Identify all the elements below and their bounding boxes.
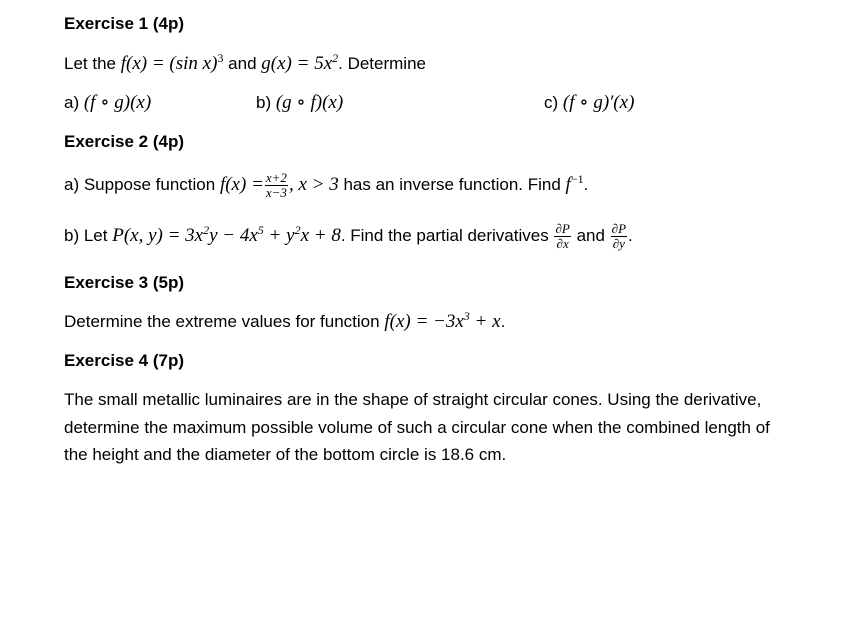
exercise-1-part-c (544, 92, 634, 114)
exercise-4-heading: Exercise 4 (7p) (64, 351, 185, 370)
and-text: and (228, 54, 257, 73)
exercise-1-part-b (256, 92, 343, 114)
fraction-denominator: x−3 (265, 185, 287, 201)
partial-derivatives-text: . Find the partial derivatives (340, 226, 549, 245)
part-b-text: b) Let (64, 226, 108, 245)
and-text: and (576, 226, 605, 245)
part-b-expression: (g ∘ f)(x) (275, 92, 344, 113)
part-b-label: b) (256, 93, 272, 112)
part-a-text: a) Suppose function (64, 175, 216, 194)
fraction-numerator: x+2 (265, 170, 287, 186)
polynomial-P: P(x, $y) = 3x^2y - 4x^5 + y^2x + 8$ (112, 223, 341, 246)
exercise-2-part-b: b) Let P(x, $y) = 3x^2y - 4x^5 + y^2x + 8$. Find the partial derivatives $\frac{\partial P}{\partial x}$ and $\frac{\partial P}{\partial y}$ . (64, 221, 633, 252)
exercise-4-text: The small metallic luminaires are in the shape of straight circular cones. Using the derivative, determine the maximum possible volume of such a circular cone when the combined length of the height and the diameter of the bottom circle is 18.6 cm. (64, 390, 770, 464)
exercise-2-heading: Exercise 2 (4p) (64, 132, 185, 151)
function-f: f(x) = (219, 174, 264, 195)
g-definition: $g(x) = 5x^2$ (261, 51, 339, 74)
exercise-1-heading: Exercise 1 (4p) (64, 14, 185, 33)
exercise-1-part-a (64, 92, 151, 114)
f-definition: f(x) = (sin x)$^3$ (120, 51, 224, 74)
intro-text: Let the (64, 54, 116, 73)
part-a-expression: (f ∘ g)(x) (83, 92, 152, 113)
partial-derivative-x: $\frac{\partial P}{\partial x}$ (555, 221, 570, 252)
exercise-3-text: Determine the extreme values for function (64, 312, 380, 331)
partial-derivative-y: $\frac{\partial P}{\partial y}$ (611, 221, 627, 252)
domain-condition: , x > 3 (288, 174, 339, 195)
exercise-1-statement (64, 53, 426, 75)
exercise-3-statement: Determine the extreme values for function $f(x) = -3x^3 + x$. (64, 309, 506, 332)
part-a-label: a) (64, 93, 80, 112)
part-c-expression: (f ∘ g)′(x) (562, 92, 635, 113)
part-c-label: c) (544, 93, 559, 112)
exercise-2-part-a: a) Suppose function f(x) = $\frac{x+2}{x-3}$ , x > 3 has an inverse function. Find $f^{-1}$. (64, 170, 589, 201)
inverse-text: has an inverse function. Find (343, 175, 561, 194)
fraction (265, 171, 288, 200)
function-expression: $f(x) = -3x^3 + x$ (384, 309, 501, 332)
exercise-3-heading: Exercise 3 (5p) (64, 273, 185, 292)
determine-text: . Determine (338, 54, 426, 73)
inverse-function: $f^{-1}$ (565, 172, 584, 195)
